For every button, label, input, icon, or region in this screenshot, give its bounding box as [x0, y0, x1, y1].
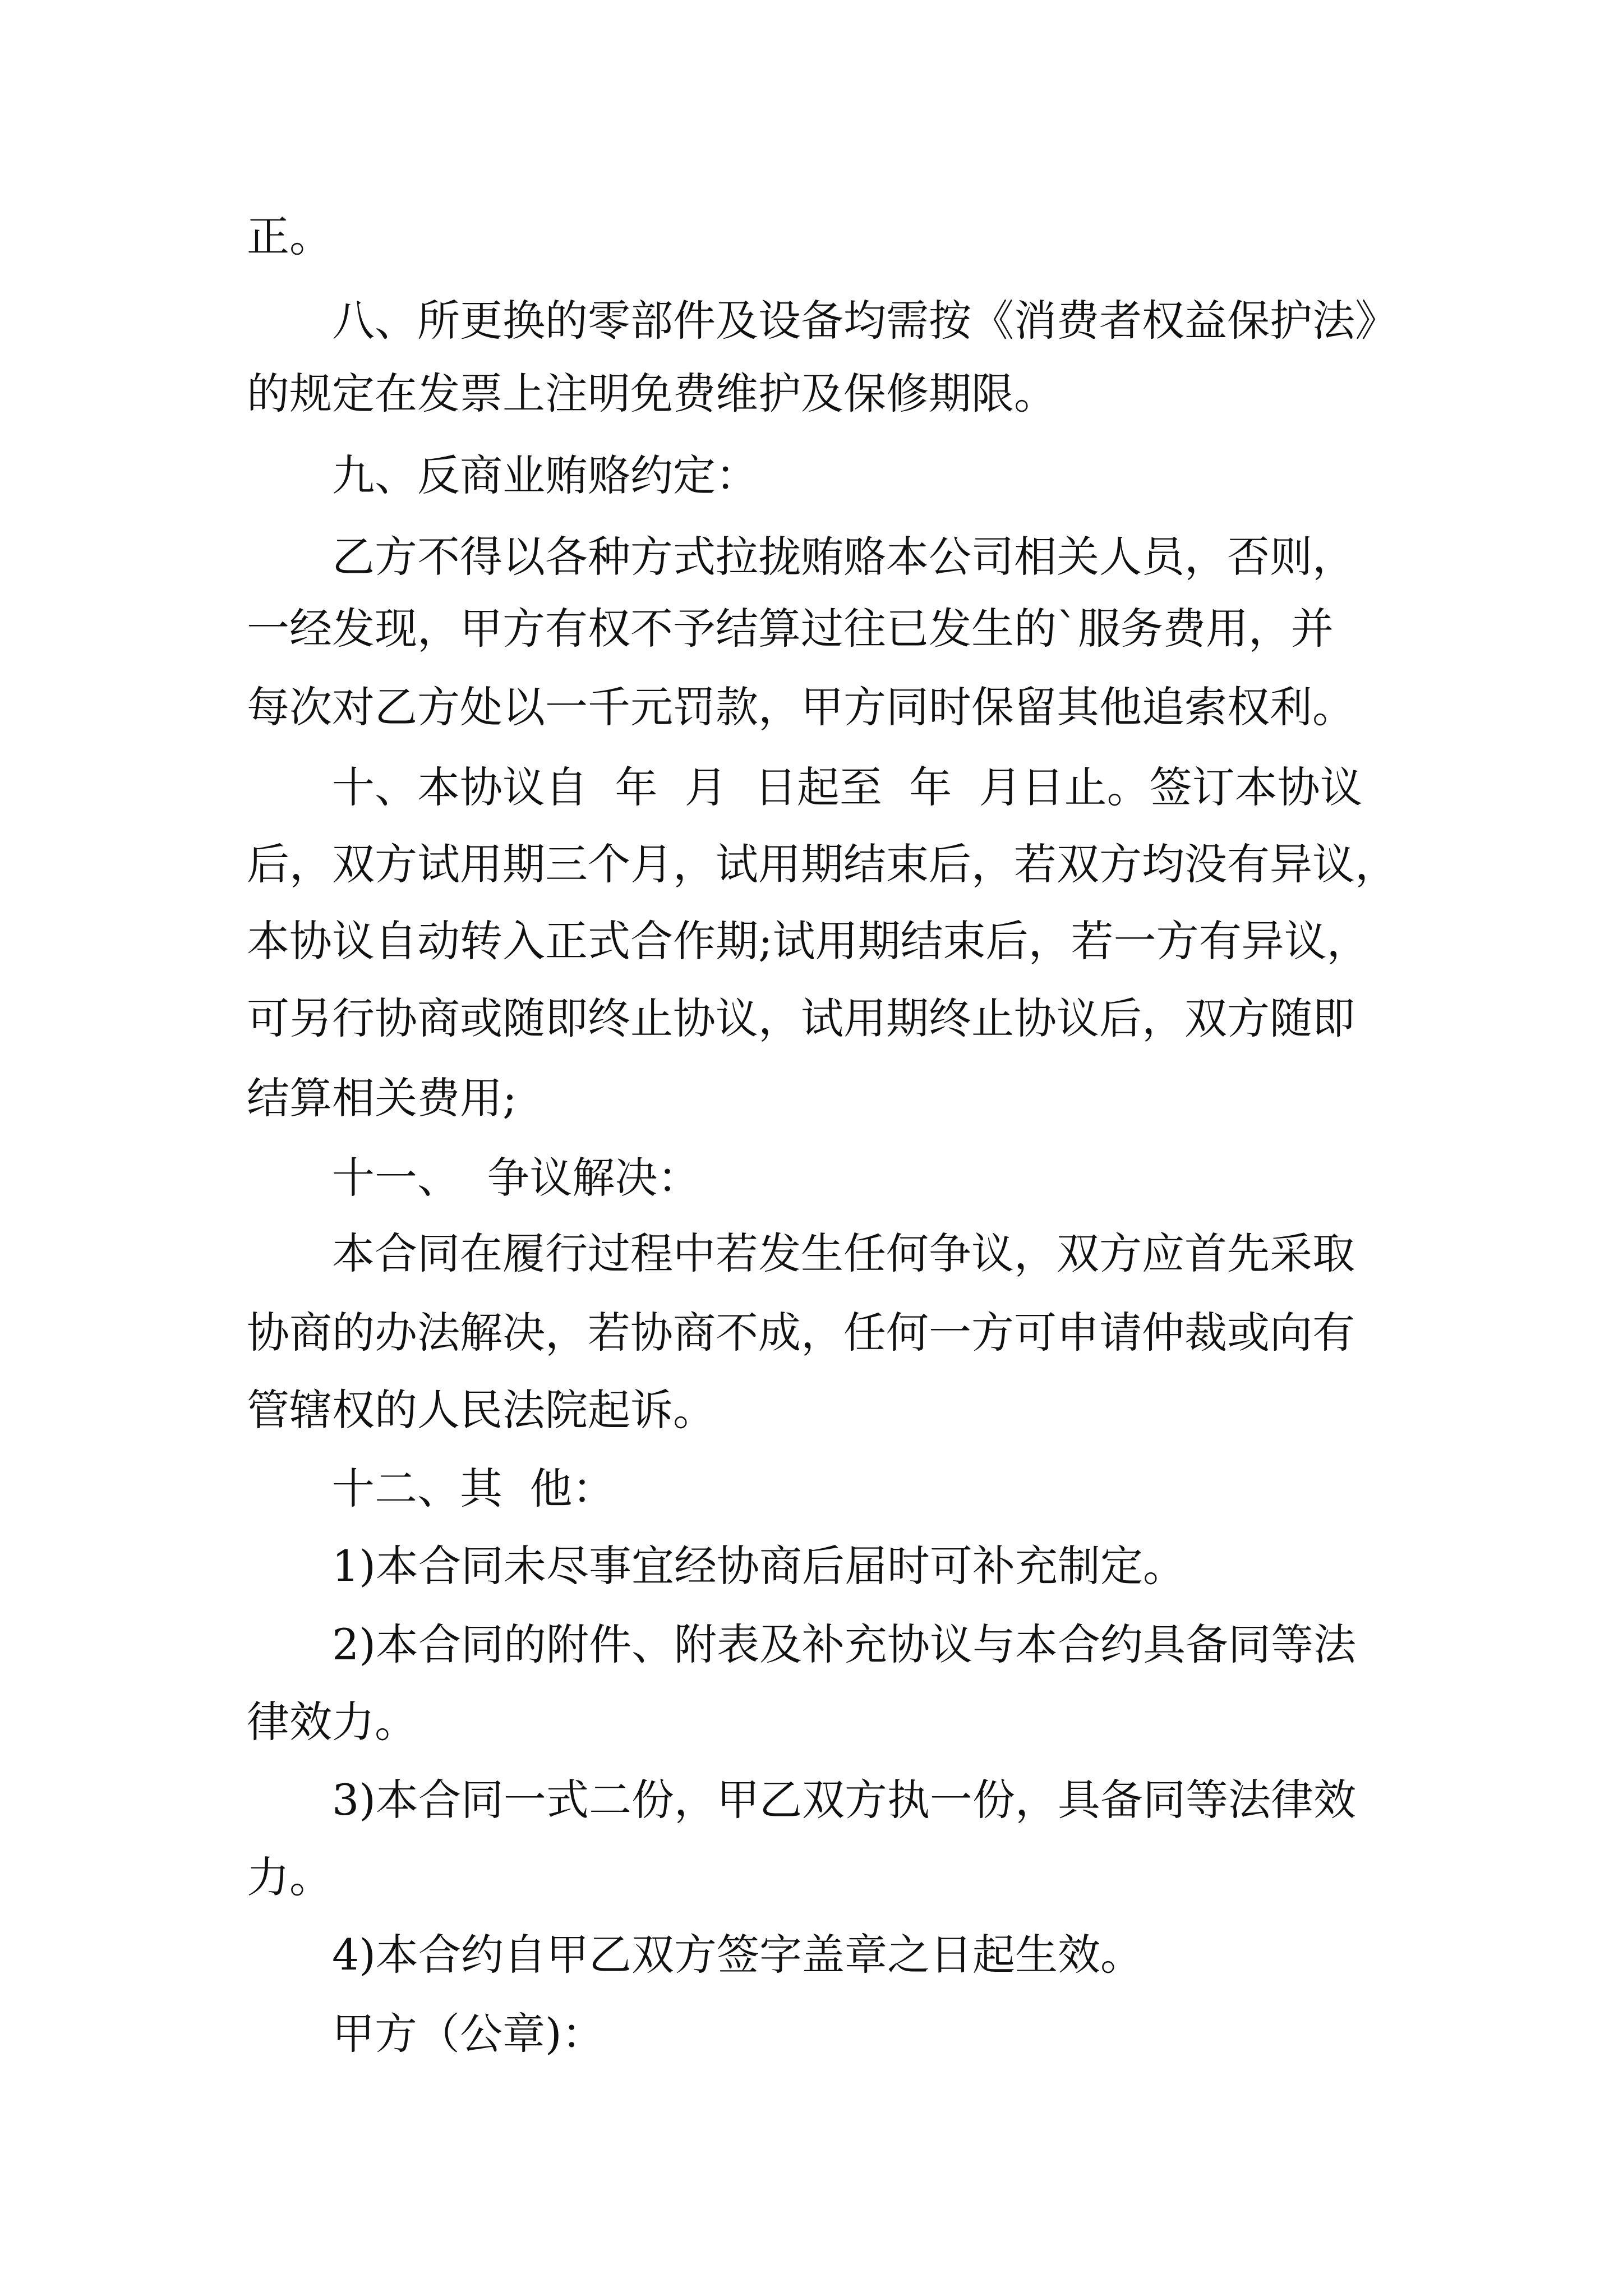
text-line-item-1: 1)本合同未尽事宜经协商后届时可补充制定。 — [332, 1541, 1186, 1591]
text-line: 一经发现，甲方有权不予结算过往已发生的`服务费用，并 — [247, 604, 1334, 654]
text-line: 结算相关费用; — [247, 1073, 517, 1123]
text-line-clause-12: 十二、其 他： — [332, 1464, 615, 1513]
text-line-clause-8: 八、所更换的零部件及设备均需按《消费者权益保护法》 — [332, 296, 1398, 346]
text-line: 本合同在履行过程中若发生任何争议，双方应首先采取 — [332, 1228, 1355, 1278]
text-line: 后，双方试用期三个月，试用期结束后，若双方均没有异议， — [247, 839, 1398, 889]
text-line-clause-9: 九、反商业贿赂约定： — [332, 450, 758, 500]
text-line-item-3: 3)本合同一式二份，甲乙双方执一份，具备同等法律效 — [332, 1775, 1357, 1825]
text-line: 律效力。 — [247, 1697, 417, 1747]
text-line: 力。 — [247, 1852, 332, 1902]
text-line: 协商的办法解决，若协商不成，任何一方可申请仲裁或向有 — [247, 1308, 1355, 1358]
text-line-party-a-seal: 甲方（公章)： — [332, 2009, 605, 2059]
text-line-item-2: 2)本合同的附件、附表及补充协议与本合约具备同等法 — [332, 1619, 1357, 1669]
text-line: 的规定在发票上注明免费维护及保修期限。 — [247, 369, 1057, 418]
text-line-clause-10: 十、本协议自 年 月 日起至 年 月日止。签订本协议 — [332, 762, 1363, 812]
text-line: 乙方不得以各种方式拉拢贿赂本公司相关人员，否则， — [332, 532, 1355, 582]
text-line: 管辖权的人民法院起诉。 — [247, 1385, 716, 1435]
text-line: 本协议自动转入正式合作期;试用期结束后，若一方有异议， — [247, 916, 1370, 966]
text-line-item-4: 4)本合约自甲乙双方签字盖章之日起生效。 — [332, 1930, 1144, 1980]
text-line-clause-11: 十一、 争议解决： — [332, 1153, 700, 1203]
text-line-continuation: 正。 — [247, 211, 332, 261]
text-line: 每次对乙方处以一千元罚款，甲方同时保留其他追索权利。 — [247, 682, 1355, 732]
text-line: 可另行协商或随即终止协议，试用期终止协议后，双方随即 — [247, 993, 1355, 1043]
